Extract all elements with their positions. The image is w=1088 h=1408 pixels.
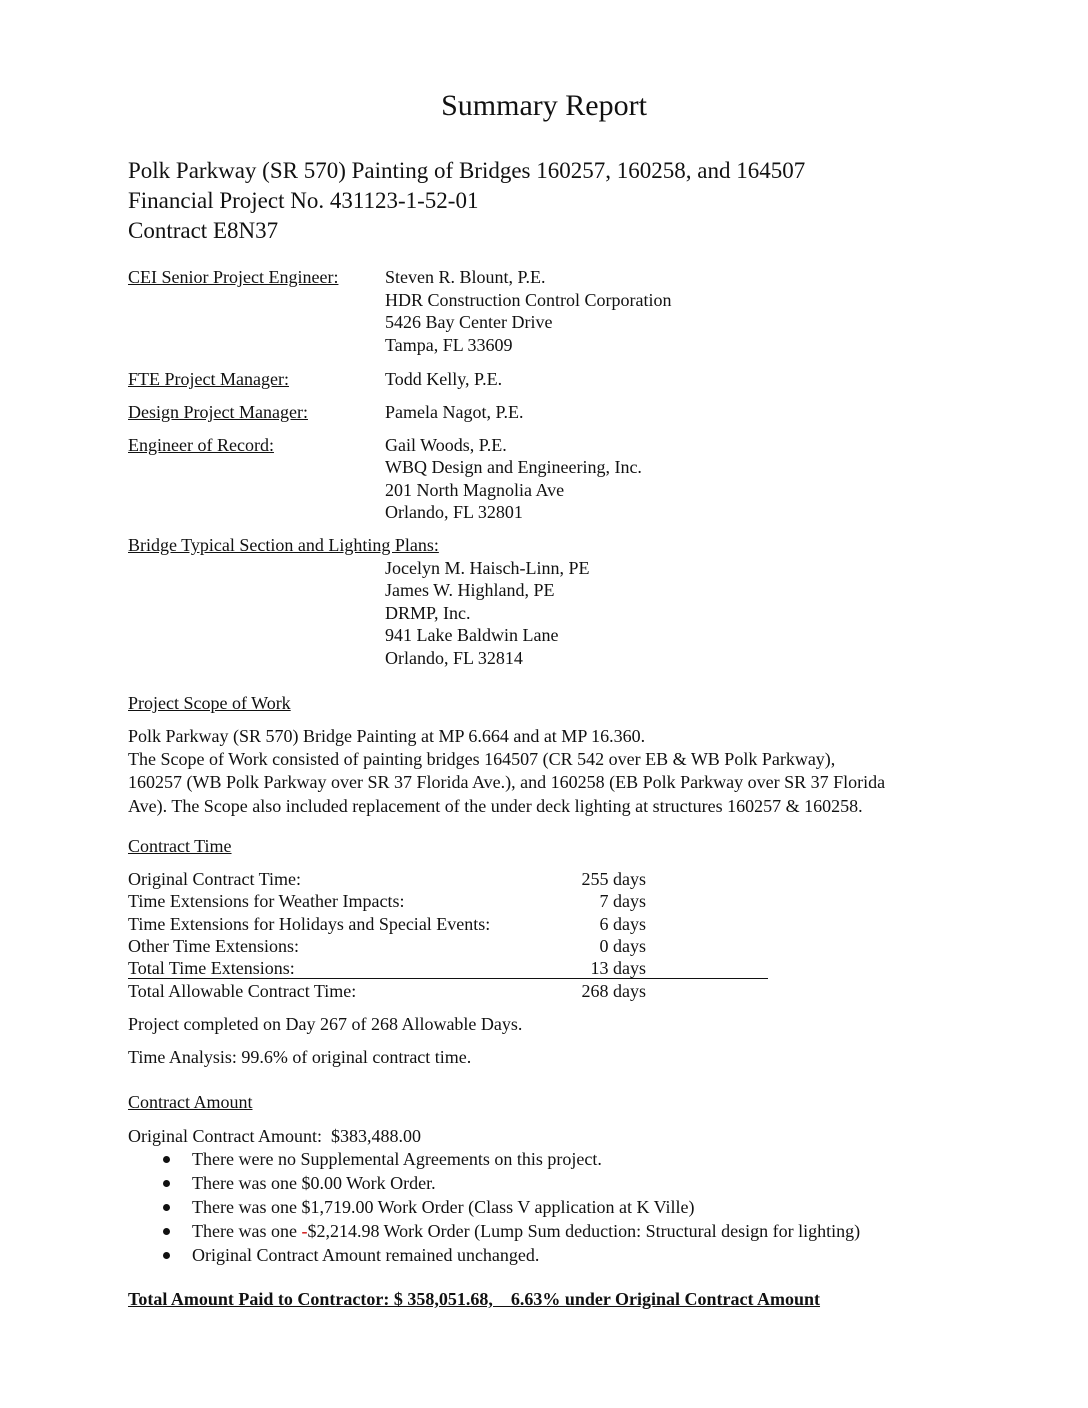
eor-name: Gail Woods, P.E. [385, 435, 507, 455]
list-item: Original Contract Amount remained unchanged. [128, 1244, 860, 1268]
design-pm-name: Pamela Nagot, P.E. [385, 402, 524, 422]
cei-street: 5426 Bay Center Drive [385, 312, 553, 332]
bridge-street: 941 Lake Baldwin Lane [385, 625, 559, 645]
eor-city: Orlando, FL 32801 [385, 502, 523, 522]
bridge-engineer-1: Jocelyn M. Haisch-Linn, PE [385, 558, 590, 578]
row-label: Total Allowable Contract Time: [128, 981, 357, 1001]
scope-heading: Project Scope of Work [128, 693, 291, 713]
report-title: Summary Report [441, 89, 647, 122]
bridge-engineer-2: James W. Highland, PE [385, 580, 555, 600]
row-value: 7 days [599, 891, 646, 911]
project-name: Polk Parkway (SR 570) Painting of Bridges 160257, 160258, and 164507 [128, 158, 806, 183]
design-pm-label: Design Project Manager: [128, 402, 308, 422]
fte-label: FTE Project Manager: [128, 369, 289, 389]
cei-city: Tampa, FL 33609 [385, 335, 513, 355]
cei-name: Steven R. Blount, P.E. [385, 267, 546, 287]
contract-amount-heading: Contract Amount [128, 1092, 253, 1112]
total-amount-paid: Total Amount Paid to Contractor: $ 358,051.68, 6.63% under Original Contract Amount [128, 1289, 821, 1309]
bullet-icon [163, 1180, 170, 1187]
cei-label: CEI Senior Project Engineer: [128, 267, 339, 287]
negative-sign: - [301, 1221, 308, 1241]
bullet-icon [163, 1204, 170, 1211]
contract-time-row [128, 913, 768, 936]
contract-number: Contract E8N37 [128, 218, 279, 243]
row-label: Other Time Extensions: [128, 936, 300, 956]
row-value: 268 days [581, 981, 646, 1001]
bridge-city: Orlando, FL 32814 [385, 648, 523, 668]
contract-time-row [128, 980, 768, 1003]
row-value: 13 days [590, 958, 646, 978]
scope-line: 160257 (WB Polk Parkway over SR 37 Florida Ave.), and 160258 (EB Polk Parkway over SR 37 Florida [128, 772, 886, 792]
eor-company: WBQ Design and Engineering, Inc. [385, 457, 642, 477]
list-item: There was one -$2,214.98 Work Order (Lump Sum deduction: Structural design for lighting) [128, 1220, 860, 1244]
row-label: Time Extensions for Weather Impacts: [128, 891, 405, 911]
eor-street: 201 North Magnolia Ave [385, 480, 565, 500]
bridge-plans-label: Bridge Typical Section and Lighting Plans: [128, 535, 439, 555]
list-item: There were no Supplemental Agreements on this project. [128, 1148, 860, 1172]
row-value: 255 days [581, 869, 646, 889]
bridge-company: DRMP, Inc. [385, 603, 471, 623]
scope-line: Polk Parkway (SR 570) Bridge Painting at MP 6.664 and at MP 16.360. [128, 726, 646, 746]
scope-line: Ave). The Scope also included replacement of the under deck lighting at structures 160257 & 160258. [128, 796, 863, 816]
scope-line: The Scope of Work consisted of painting bridges 164507 (CR 542 over EB & WB Polk Parkway), [128, 749, 836, 769]
completion-statement: Project completed on Day 267 of 268 Allowable Days. [128, 1014, 523, 1034]
bullet-icon [163, 1228, 170, 1235]
original-contract-amount: Original Contract Amount: $383,488.00 [128, 1126, 421, 1146]
cei-company: HDR Construction Control Corporation [385, 290, 672, 310]
contract-time-row [128, 935, 768, 958]
row-value: 6 days [599, 914, 646, 934]
contract-time-row [128, 868, 768, 891]
fte-name: Todd Kelly, P.E. [385, 369, 503, 389]
list-item: There was one $0.00 Work Order. [128, 1172, 860, 1196]
eor-label: Engineer of Record: [128, 435, 274, 455]
bullet-icon [163, 1252, 170, 1259]
contract-time-row [128, 957, 768, 979]
list-item: There was one $1,719.00 Work Order (Class V application at K Ville) [128, 1196, 860, 1220]
row-label: Total Time Extensions: [128, 958, 295, 978]
bullet-icon [163, 1156, 170, 1163]
financial-project-number: Financial Project No. 431123-1-52-01 [128, 188, 479, 213]
time-analysis: Time Analysis: 99.6% of original contract time. [128, 1047, 472, 1067]
amount-bullet-list [128, 1148, 860, 1268]
project-header [128, 156, 805, 246]
contract-time-row [128, 890, 768, 913]
row-label: Time Extensions for Holidays and Special Events: [128, 914, 491, 934]
contract-time-heading: Contract Time [128, 836, 232, 856]
row-value: 0 days [599, 936, 646, 956]
row-label: Original Contract Time: [128, 869, 301, 889]
